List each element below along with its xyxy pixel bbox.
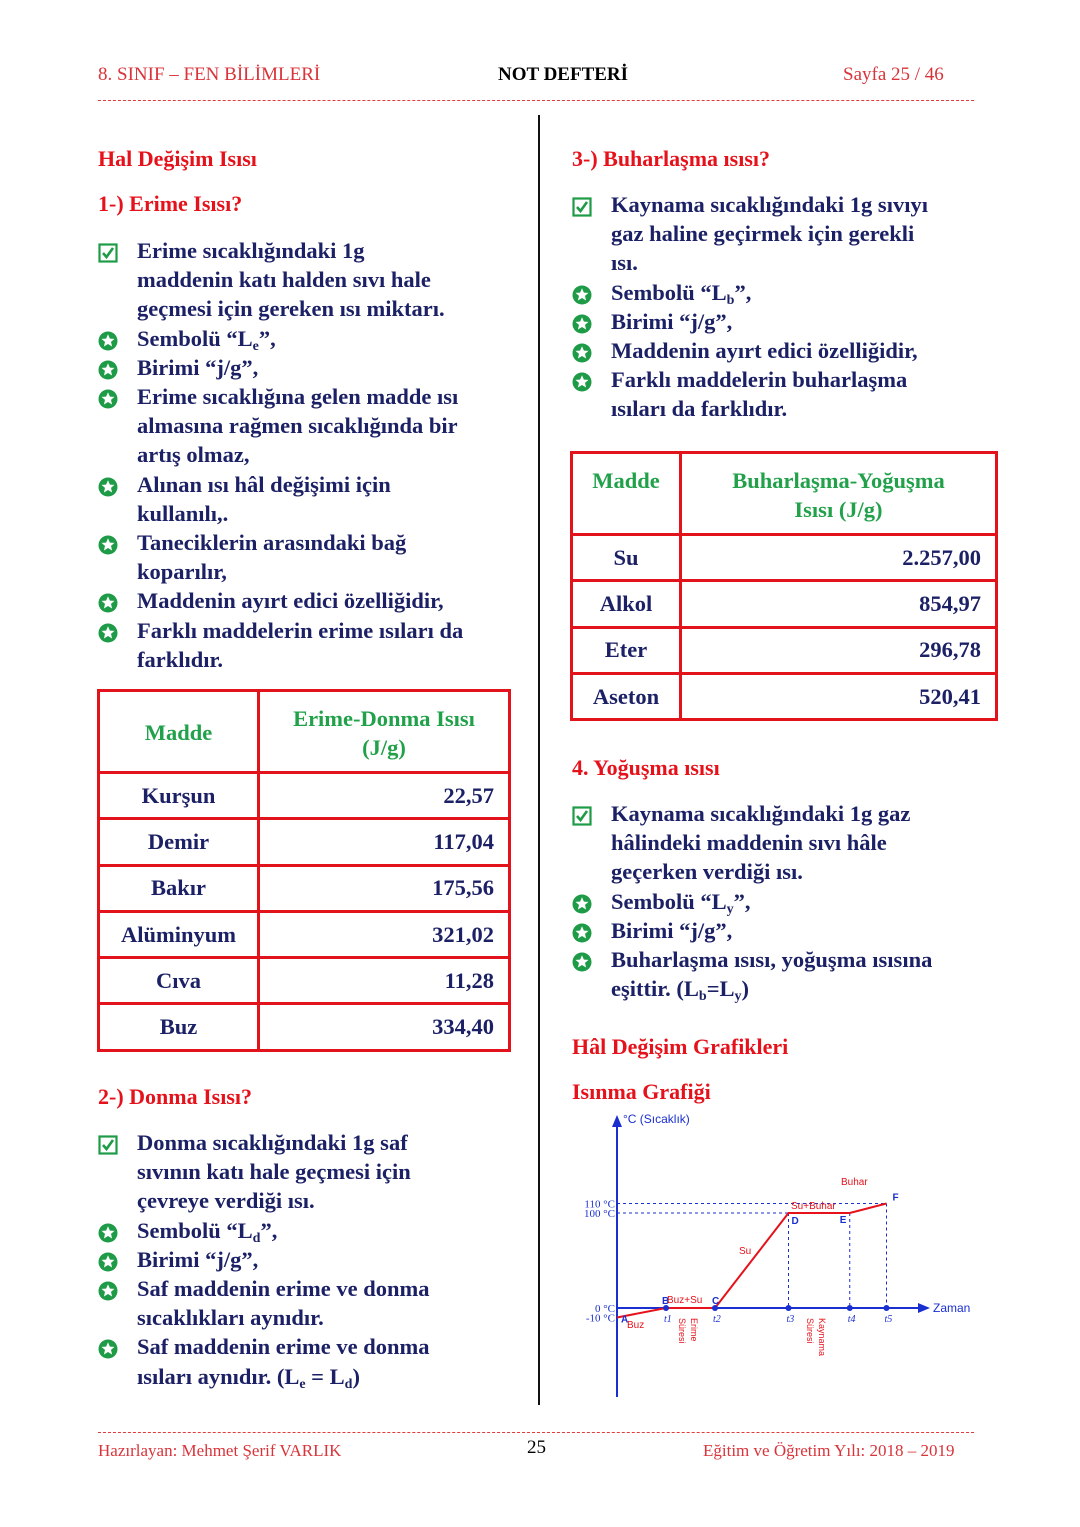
text: geçerken verdiği ısı. (611, 859, 803, 885)
check-box-icon (98, 1133, 118, 1153)
table-row (99, 819, 510, 865)
list-item (572, 887, 992, 916)
footer-author: Hazırlayan: Mehmet Şerif VARLIK (98, 1441, 342, 1460)
text: Saf maddenin erime ve donma (137, 1334, 430, 1360)
x-tick-label: t3 (786, 1314, 795, 1325)
column-header: Erime-Donma Isısı (J/g) (259, 691, 510, 773)
material-cell: Su (572, 535, 681, 581)
table-row (99, 1004, 510, 1050)
buhar-list (572, 190, 982, 424)
list-item-line (137, 1303, 518, 1332)
text: ”, (260, 1217, 278, 1243)
annotation-line: Süresi (805, 1318, 815, 1344)
segment-label: Buz (627, 1320, 645, 1331)
star-icon (572, 921, 592, 941)
footer-page-number: 25 (527, 1437, 546, 1458)
text: kullanılı,. (137, 500, 229, 526)
text: Kaynama sıcaklığındaki 1g sıvıyı (611, 192, 928, 217)
erime-list (98, 236, 518, 674)
x-axis-label: Zaman (933, 1301, 971, 1315)
y-axis-arrow-icon (612, 1115, 622, 1127)
table-row (572, 535, 997, 581)
list-item-line (611, 857, 992, 886)
text: ”, (734, 279, 752, 305)
value-cell: 296,78 (681, 627, 997, 673)
list-item-line (137, 1245, 518, 1274)
value-cell: 22,57 (259, 773, 510, 819)
star-icon (98, 358, 118, 378)
table-row (99, 958, 510, 1004)
star-icon (98, 591, 118, 611)
list-item-line (137, 353, 518, 382)
footer-divider (98, 1432, 974, 1433)
list-item-line (137, 645, 518, 674)
text: Kaynama sıcaklığındaki 1g gaz (611, 801, 911, 826)
column-header: Buharlaşma-Yoğuşma Isısı (J/g) (681, 453, 997, 535)
star-icon (572, 950, 592, 970)
star-icon (98, 329, 118, 349)
value-cell: 321,02 (259, 911, 510, 957)
y-tick-label: 100 °C (584, 1208, 615, 1220)
x-axis-arrow-icon (918, 1303, 930, 1313)
text: Erime sıcaklığındaki 1g (137, 238, 365, 263)
table-row (99, 911, 510, 957)
list-item-line (137, 440, 518, 469)
star-icon (98, 621, 118, 641)
yogusma-list (572, 799, 992, 1003)
text: Birimi “j/g”, (137, 1246, 259, 1272)
list-item (572, 307, 982, 336)
list-item-line (137, 1128, 518, 1157)
point-label: A (621, 1314, 629, 1326)
material-cell: Alkol (572, 581, 681, 627)
text: eşittir. (L (611, 976, 699, 1002)
header-subject: 8. SINIF – FEN BİLİMLERİ (98, 64, 321, 85)
annotation-line: Kaynama (817, 1318, 827, 1357)
text: Farklı maddelerin buharlaşma (611, 367, 908, 393)
check-box-icon (98, 241, 118, 261)
y-axis-label: °C (Sıcaklık) (623, 1112, 690, 1126)
point-label: D (791, 1216, 799, 1227)
text: Taneciklerin arasındaki bağ (137, 530, 407, 556)
segment-label: Buz+Su (667, 1295, 703, 1306)
list-item-line (611, 945, 992, 974)
list-item (98, 324, 518, 353)
table-row (99, 865, 510, 911)
value-cell: 334,40 (259, 1004, 510, 1050)
graphs-title: Hâl Değişim Grafikleri (572, 1034, 789, 1059)
star-icon (98, 387, 118, 407)
annotation-line: Süresi (677, 1318, 687, 1344)
list-item-line (137, 265, 518, 294)
table-header-row (99, 691, 510, 773)
list-item-line (611, 248, 982, 277)
footer-year: Eğitim ve Öğretim Yılı: 2018 – 2019 (703, 1441, 955, 1460)
list-item-line (137, 1362, 518, 1391)
value-cell: 854,97 (681, 581, 997, 627)
list-item-line (611, 394, 982, 423)
text: Birimi “j/g”, (137, 354, 259, 380)
point-label: F (892, 1192, 899, 1204)
list-item-line (611, 278, 982, 307)
table-row (572, 673, 997, 719)
list-item (98, 616, 518, 674)
x-tick-label: t5 (884, 1314, 893, 1325)
text: ısıları da farklıdır. (611, 396, 788, 422)
list-item (572, 945, 992, 1003)
subscript: e (299, 1376, 306, 1392)
list-item (572, 916, 992, 945)
text: sıvının katı hale geçmesi için (137, 1159, 411, 1185)
list-item-line (137, 411, 518, 440)
buhar-table (570, 451, 998, 721)
value-cell: 2.257,00 (681, 535, 997, 581)
star-icon (572, 892, 592, 912)
list-item-line (137, 324, 518, 353)
list-item-line (137, 586, 518, 615)
erime-title: 1-) Erime Isısı? (98, 191, 243, 216)
star-icon (98, 1279, 118, 1299)
header-title: NOT DEFTERİ (498, 64, 629, 85)
list-item (98, 528, 518, 586)
point-label: C (712, 1296, 720, 1307)
subscript: d (252, 1230, 261, 1246)
text: Maddenin ayırt edici özelliğidir, (137, 588, 444, 614)
material-cell: Bakır (99, 865, 259, 911)
text: sıcaklıkları aynıdır. (137, 1305, 324, 1331)
y-tick-label: -10 °C (585, 1312, 615, 1325)
material-cell: Eter (572, 627, 681, 673)
table-header-row (572, 453, 997, 535)
list-item (98, 586, 518, 615)
list-item (98, 236, 518, 324)
list-item (98, 382, 518, 470)
subscript: b (726, 292, 735, 308)
list-item-line (137, 557, 518, 586)
list-item-line (611, 365, 982, 394)
time-point (884, 1305, 890, 1311)
text: =L (706, 976, 735, 1002)
list-item (572, 190, 982, 278)
list-item-line (611, 190, 982, 219)
list-item-line (137, 382, 518, 411)
x-tick-label: t2 (713, 1314, 721, 1325)
text: almasına rağmen sıcaklığında bir (137, 413, 458, 439)
text: Birimi “j/g”, (611, 917, 733, 943)
material-cell: Cıva (99, 958, 259, 1004)
y-tick-label: 110 °C (584, 1198, 615, 1211)
star-icon (98, 1221, 118, 1241)
point-label: B (662, 1296, 670, 1307)
x-tick-label: t1 (664, 1314, 672, 1325)
text: koparılır, (137, 559, 227, 585)
y-tick-label: 0 °C (595, 1303, 615, 1315)
time-point (847, 1305, 853, 1311)
text: Sembolü “L (611, 279, 727, 305)
list-item (572, 336, 982, 365)
text: Donma sıcaklığındaki 1g saf (137, 1130, 408, 1155)
list-item-line (611, 887, 992, 916)
subscript: e (252, 338, 259, 354)
star-icon (572, 370, 592, 390)
list-item-line (137, 470, 518, 499)
text: ) (352, 1363, 360, 1389)
text: ”, (733, 888, 751, 914)
list-item-line (137, 616, 518, 645)
list-item-line (611, 974, 992, 1003)
material-cell: Kurşun (99, 773, 259, 819)
table-row (572, 581, 997, 627)
subscript: y (726, 901, 734, 917)
material-cell: Aseton (572, 673, 681, 719)
list-item-line (137, 1157, 518, 1186)
list-item-line (611, 799, 992, 828)
erime-table (97, 689, 511, 1052)
segment-label: Buhar (841, 1177, 868, 1188)
subscript: y (734, 989, 742, 1005)
check-box-icon (572, 195, 592, 215)
list-item-line (137, 236, 518, 265)
text: ısıları aynıdır. (L (137, 1363, 300, 1389)
section-title: Hal Değişim Isısı (98, 146, 257, 171)
list-item-line (137, 528, 518, 557)
yogusma-title: 4. Yoğuşma ısısı (572, 755, 720, 780)
list-item-line (611, 219, 982, 248)
list-item (98, 1245, 518, 1274)
text: Buharlaşma ısısı, yoğuşma ısısına (611, 947, 933, 973)
buhar-title: 3-) Buharlaşma ısısı? (572, 146, 771, 171)
donma-list (98, 1128, 518, 1391)
list-item-line (611, 828, 992, 857)
list-item (98, 1332, 518, 1390)
column-header: Madde (99, 691, 259, 773)
material-cell: Demir (99, 819, 259, 865)
donma-title: 2-) Donma Isısı? (98, 1084, 253, 1109)
text: Maddenin ayırt edici özelliğidir, (611, 338, 918, 364)
value-cell: 11,28 (259, 958, 510, 1004)
list-item (98, 470, 518, 528)
star-icon (572, 341, 592, 361)
x-tick-label: t4 (847, 1314, 856, 1325)
list-item-line (137, 1274, 518, 1303)
text: çevreye verdiği ısı. (137, 1188, 315, 1214)
star-icon (98, 475, 118, 495)
value-cell: 117,04 (259, 819, 510, 865)
list-item-line (611, 336, 982, 365)
subscript: b (698, 989, 707, 1005)
time-point (786, 1305, 792, 1311)
star-icon (572, 283, 592, 303)
value-cell: 520,41 (681, 673, 997, 719)
segment-label: Su (739, 1246, 752, 1257)
list-item (98, 1216, 518, 1245)
text: ısı. (611, 250, 638, 276)
text: ”, (258, 325, 276, 351)
list-item-line (137, 294, 518, 323)
text: gaz haline geçirmek için gerekli (611, 221, 915, 247)
star-icon (98, 533, 118, 553)
check-box-icon (572, 804, 592, 824)
text: Sembolü “L (137, 325, 253, 351)
heating-graph (570, 1105, 980, 1405)
table-row (99, 773, 510, 819)
text: geçmesi için gereken ısı miktarı. (137, 296, 445, 322)
text: artış olmaz, (137, 442, 250, 468)
graph-title: Isınma Grafiği (572, 1079, 711, 1104)
text: = L (305, 1363, 345, 1389)
list-item (98, 353, 518, 382)
text: Erime sıcaklığına gelen madde ısı (137, 384, 459, 410)
text: Saf maddenin erime ve donma (137, 1276, 430, 1302)
list-item-line (611, 307, 982, 336)
star-icon (572, 312, 592, 332)
annotation-line: Erime (689, 1318, 699, 1342)
list-item-line (611, 916, 992, 945)
text: farklıdır. (137, 646, 224, 672)
subscript: d (344, 1376, 353, 1392)
list-item (572, 278, 982, 307)
column-header: Madde (572, 453, 681, 535)
list-item-line (137, 499, 518, 528)
header-divider (98, 100, 974, 101)
list-item-line (137, 1186, 518, 1215)
list-item (572, 365, 982, 423)
list-item (572, 799, 992, 887)
list-item (98, 1128, 518, 1216)
material-cell: Alüminyum (99, 911, 259, 957)
text: Sembolü “L (611, 888, 727, 914)
list-item (98, 1274, 518, 1332)
column-divider (538, 115, 540, 1405)
point-label: E (839, 1215, 847, 1226)
text: Birimi “j/g”, (611, 308, 733, 334)
text: Farklı maddelerin erime ısıları da (137, 617, 464, 643)
star-icon (98, 1250, 118, 1270)
text: Sembolü “L (137, 1217, 253, 1243)
header-page: Sayfa 25 / 46 (843, 64, 944, 85)
text: maddenin katı halden sıvı hale (137, 267, 431, 293)
list-item-line (137, 1332, 518, 1361)
text: Alınan ısı hâl değişimi için (137, 471, 391, 497)
list-item-line (137, 1216, 518, 1245)
value-cell: 175,56 (259, 865, 510, 911)
text: hâlindeki maddenin sıvı hâle (611, 830, 887, 856)
star-icon (98, 1337, 118, 1357)
text: ) (741, 976, 750, 1002)
material-cell: Buz (99, 1004, 259, 1050)
segment-label: Su+Buhar (791, 1201, 836, 1212)
table-row (572, 627, 997, 673)
